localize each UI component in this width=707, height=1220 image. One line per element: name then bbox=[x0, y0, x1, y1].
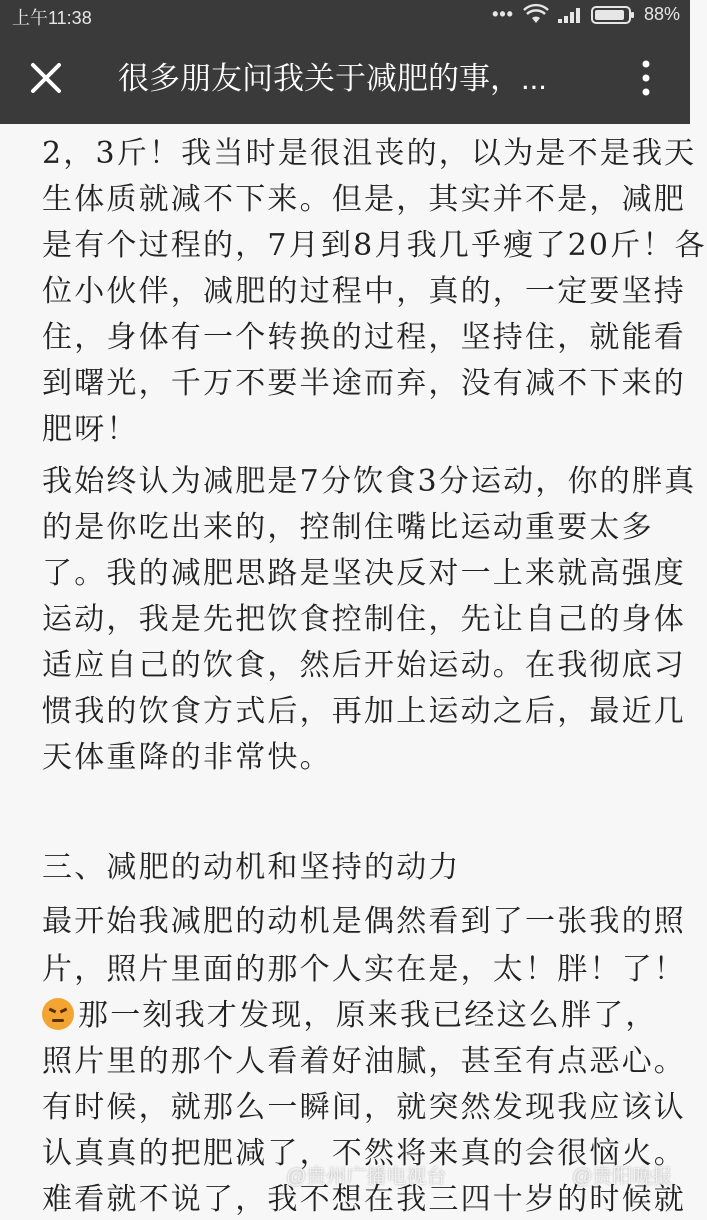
text-line: 到曙光，千万不要半途而弃，没有减不下来的 bbox=[42, 366, 686, 401]
watermark-right: @贵阳晚报 bbox=[572, 1166, 673, 1188]
text-line: 运动，我是先把饮食控制住，先让自己的身体 bbox=[42, 602, 686, 637]
text-span: 那一刻我才发现，原来我已经这么胖了， bbox=[78, 998, 658, 1033]
battery-icon bbox=[591, 6, 635, 24]
status-time: 上午11:38 bbox=[12, 8, 92, 28]
signal-icon bbox=[558, 7, 582, 23]
text-line: 认真真的把肥减了，不然将来真的会很恼火。 bbox=[42, 1136, 686, 1171]
text-line: 照片里的那个人看着好油腻，甚至有点恶心。 bbox=[42, 1044, 686, 1079]
text-line: 适应自己的饮食，然后开始运动。在我彻底习 bbox=[42, 648, 686, 683]
text-line: 有时候，就那么一瞬间，就突然发现我应该认 bbox=[42, 1090, 686, 1125]
text-line: 最开始我减肥的动机是偶然看到了一张我的照 bbox=[42, 904, 686, 939]
watermark-left: @贵州广播电视台 bbox=[286, 1166, 447, 1188]
page-title: 很多朋友问我关于减肥的事，... bbox=[118, 61, 547, 96]
text-line-with-emoji bbox=[42, 996, 658, 1036]
text-line: 生体质就减不下来。但是，其实并不是，减肥 bbox=[42, 182, 686, 217]
text-line: 位小伙伴，减肥的过程中，真的，一定要坚持 bbox=[42, 274, 686, 309]
text-line: 的是你吃出来的，控制住嘴比运动重要太多 bbox=[42, 510, 654, 545]
text-line: 2，3斤！我当时是很沮丧的，以为是不是我天 bbox=[42, 136, 697, 171]
close-icon[interactable] bbox=[28, 60, 64, 96]
text-line: 了。我的减肥思路是坚决反对一上来就高强度 bbox=[42, 556, 686, 591]
text-line: 肥呀！ bbox=[42, 412, 139, 447]
angry-emoji-icon bbox=[42, 998, 74, 1030]
notification-dots: ••• bbox=[492, 4, 514, 24]
status-icons bbox=[492, 4, 680, 25]
section-heading: 三、减肥的动机和坚持的动力 bbox=[42, 850, 461, 885]
text-line: 我始终认为减肥是7分饮食3分运动，你的胖真 bbox=[42, 464, 697, 499]
title-bar bbox=[0, 30, 690, 124]
text-line: 惯我的饮食方式后，再加上运动之后，最近几 bbox=[42, 694, 686, 729]
more-options-icon[interactable] bbox=[640, 58, 652, 98]
battery-percent: 88% bbox=[643, 4, 680, 24]
text-line: 住，身体有一个转换的过程，坚持住，就能看 bbox=[42, 320, 686, 355]
text-line: 是有个过程的，7月到8月我几乎瘦了20斤！各 bbox=[42, 228, 707, 263]
status-bar bbox=[0, 0, 690, 30]
text-line: 难看就不说了，我不想在我三四十岁的时候就 bbox=[42, 1182, 686, 1217]
article-body bbox=[0, 124, 707, 1217]
text-line: 片，照片里面的那个人实在是，太！胖！了！ bbox=[42, 952, 686, 987]
text-line: 天体重降的非常快。 bbox=[42, 740, 332, 775]
wifi-icon bbox=[523, 6, 549, 24]
